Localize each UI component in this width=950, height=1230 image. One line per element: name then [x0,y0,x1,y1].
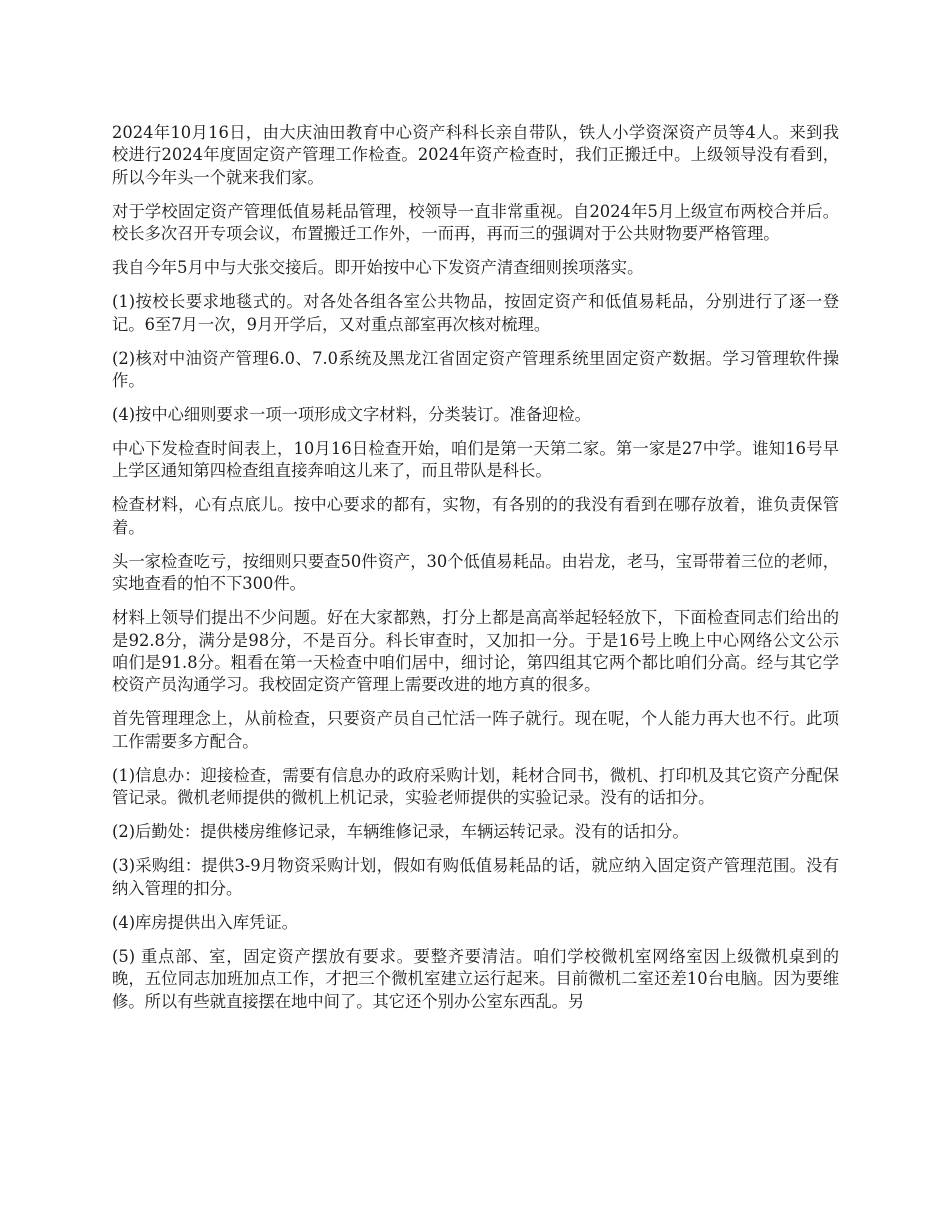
paragraph-2: 对于学校固定资产管理低值易耗品管理，校领导一直非常重视。自2024年5月上级宣布两校合并后。校长多次召开专项会议，布置搬迁工作外，一而再，再而三的强调对于公共财物要严格管理。 [112,201,839,244]
paragraph-11: 首先管理理念上，从前检查，只要资产员自己忙活一阵子就行。现在呢，个人能力再大也不行。此项工作需要多方配合。 [112,709,839,751]
paragraph-4: (1)按校长要求地毯式的。对各处各组各室公共物品，按固定资产和低值易耗品，分别进行了逐一登记。6至7月一次，9月开学后，又对重点部室再次核对梳理。 [112,292,839,334]
paragraph-5: (2)核对中油资产管理6.0、7.0系统及黑龙江省固定资产管理系统里固定资产数据。学习管理软件操作。 [112,348,839,391]
paragraph-9: 头一家检查吃亏，按细则只要查50件资产，30个低值易耗品。由岩龙，老马，宝哥带着三位的老师，实地查看的怕不下300件。 [112,551,839,594]
paragraph-7: 中心下发检查时间表上，10月16日检查开始，咱们是第一天第二家。第一家是27中学。谁知16号早上学区通知第四检查组直接奔咱这儿来了，而且带队是科长。 [112,439,839,481]
paragraph-12: (1)信息办：迎接检查，需要有信息办的政府采购计划，耗材合同书，微机、打印机及其它资产分配保管记录。微机老师提供的微机上机记录，实验老师提供的实验记录。没有的话扣分。 [112,765,839,808]
paragraph-16: (5) 重点部、室，固定资产摆放有要求。要整齐要清洁。咱们学校微机室网络室因上级微机桌到的晚，五位同志加班加点工作，才把三个微机室建立运行起来。目前微机二室还差10台电脑。因为要维修。所以有些就直接摆在地中间了。其它还个别办公室东西乱。另 [112,946,839,1011]
paragraph-13: (2)后勤处：提供楼房维修记录，车辆维修记录，车辆运转记录。没有的话扣分。 [112,822,689,842]
paragraph-6: (4)按中心细则要求一项一项形成文字材料，分类装订。准备迎检。 [112,405,591,425]
paragraph-8: 检查材料，心有点底儿。按中心要求的都有，实物，有各别的的我没有看到在哪存放着，谁负责保管着。 [112,495,839,537]
paragraph-3: 我自今年5月中与大张交接后。即开始按中心下发资产清查细则挨项落实。 [112,258,644,278]
paragraph-14: (3)采购组：提供3-9月物资采购计划，假如有购低值易耗品的话，就应纳入固定资产管理范围。没有纳入管理的扣分。 [112,856,839,898]
document-body [112,122,839,1025]
paragraph-1: 2024年10月16日，由大庆油田教育中心资产科科长亲自带队，铁人小学资深资产员等4人。来到我校进行2024年度固定资产管理工作检查。2024年资产检查时，我们正搬迁中。上级领导没有看到，所以今年头一个就来我们家。 [112,123,839,187]
paragraph-15: (4)库房提供出入库凭证。 [112,912,298,932]
paragraph-10: 材料上领导们提出不少问题。好在大家都熟，打分上都是高高举起轻轻放下，下面检查同志们给出的是92.8分，满分是98分，不是百分。科长审查时，又加扣一分。于是16号上晚上中心网络公文公示咱们是91.8分。粗看在第一天检查中咱们居中，细讨论，第四组其它两个都比咱们分高。经与其它学校资产员沟通学习。我校固定资产管理上需要改进的地方真的很多。 [112,608,839,695]
